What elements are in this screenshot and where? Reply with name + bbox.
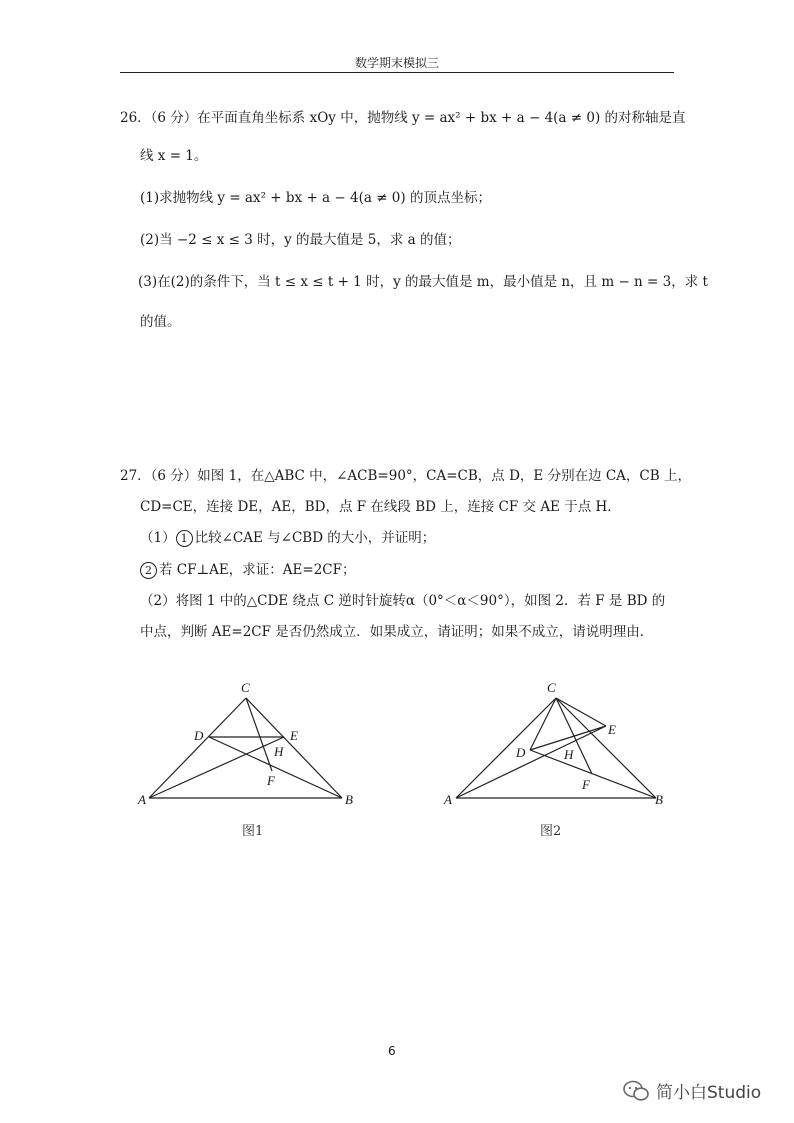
q27-part2: （2）将图 1 中的△CDE 绕点 C 逆时针旋转α（0°＜α＜90°），如图 2．若 F 是 BD 的 [140,593,666,609]
figure-2-caption: 图2 [540,824,562,839]
fig1-label-C: C [241,680,250,695]
wechat-icon [622,1079,650,1103]
fig2-segment-AC [456,698,556,798]
figure-2-diagram [434,676,674,816]
q27-part1-prefix: （1） [140,530,176,546]
fig1-label-H: H [274,744,284,759]
fig2-label-D: D [516,745,526,760]
fig2-label-E: E [608,722,616,737]
q26-line2: 线 x = 1。 [140,148,208,164]
circled-number-1: 1 [176,530,193,547]
fig1-label-A: A [138,792,146,807]
fig1-label-D: D [194,728,204,743]
watermark-text: 简小白Studio [656,1083,762,1103]
fig2-label-H: H [564,747,574,762]
q26-part1: (1)求抛物线 y = ax² + bx + a − 4(a ≠ 0) 的顶点坐标； [140,190,491,206]
fig1-segment-AC [149,698,246,798]
page-header-title: 数学期末模拟三 [354,56,439,70]
fig2-label-B: B [655,792,663,807]
fig1-label-B: B [345,792,353,807]
q26-part3: (3)在(2)的条件下，当 t ≤ x ≤ t + 1 时，y 的最大值是 m，最小值是 n，且 m − n = 3，求 t [138,274,708,290]
circled-number-2: 2 [140,562,157,579]
fig2-segment-CD [530,698,556,750]
fig1-label-F: F [267,773,275,788]
page-number: 6 [388,1044,396,1058]
fig1-label-E: E [290,728,298,743]
q26-part2: (2)当 −2 ≤ x ≤ 3 时，y 的最大值是 5，求 a 的值； [140,232,461,248]
fig2-label-F: F [582,777,590,792]
fig2-label-C: C [547,680,556,695]
figure-1-caption: 图1 [242,824,264,839]
watermark [622,1078,761,1103]
figure-1-diagram [130,676,370,816]
fig2-label-A: A [444,792,452,807]
q27-line1: 27．（6 分）如图 1，在△ABC 中，∠ACB=90°，CA=CB，点 D，E 分别在边 CA，CB 上， [120,468,691,484]
q27-part1 [140,528,435,548]
q27-part2-cont: 中点，判断 AE=2CF 是否仍然成立．如果成立，请证明；如果不成立，请说明理由． [140,624,654,640]
q27-part1b [140,560,356,580]
header-divider [120,72,674,73]
q27-part1-text: 比较∠CAE 与∠CBD 的大小，并证明； [194,530,436,546]
q26-line1: 26．（6 分）在平面直角坐标系 xOy 中，抛物线 y = ax² + bx + a − 4(a ≠ 0) 的对称轴是直 [120,110,686,126]
q27-part1b-text: 若 CF⊥AE，求证：AE=2CF； [159,562,356,578]
q27-line2: CD=CE，连接 DE，AE，BD，点 F 在线段 BD 上，连接 CF 交 AE 于点 H． [140,499,621,515]
q26-part3-cont: 的值。 [140,314,181,330]
fig2-segment-BD [530,750,656,798]
fig2-segment-CE [556,698,606,726]
